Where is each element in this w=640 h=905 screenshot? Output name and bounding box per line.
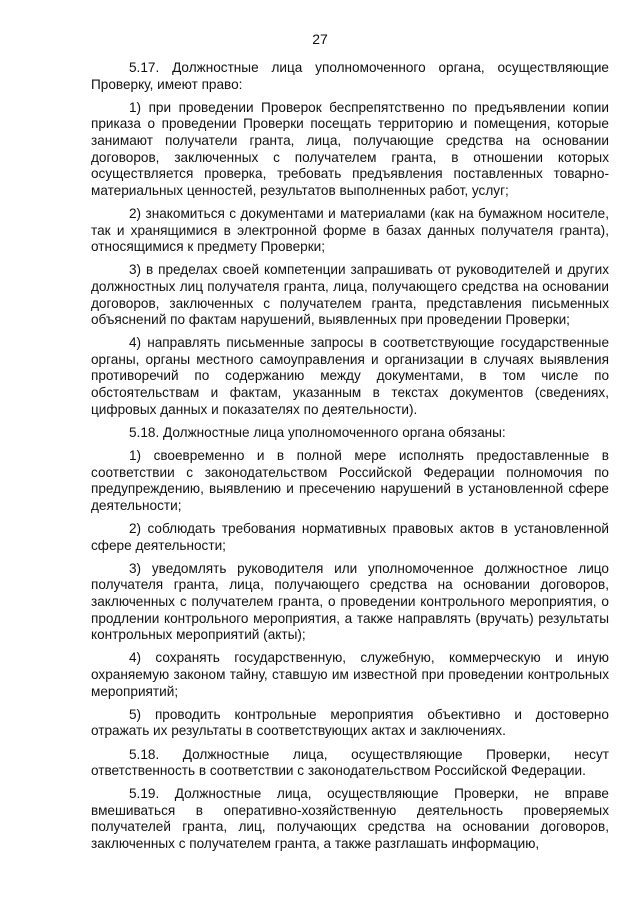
paragraph-5-17-item-2: 2) знакомиться с документами и материалами (как на бумажном носителе, так и хранящимися в электронной форме в базах данных получателя гранта), относящимися к предмету Проверки; bbox=[91, 205, 609, 255]
page-number: 27 bbox=[312, 31, 328, 47]
paragraph-5-18-item-1: 1) своевременно и в полной мере исполнять предоставленные в соответствии с законодательством Российской Федерации полномочия по предупреждению, выявлению и пресечению нарушений в установленной сфере деятельности; bbox=[91, 448, 609, 513]
paragraph-5-18-item-5: 5) проводить контрольные мероприятия объективно и достоверно отражать их результаты в соответствующих актах и заключениях. bbox=[91, 706, 609, 739]
paragraph-5-17-item-1: 1) при проведении Проверок беспрепятственно по предъявлении копии приказа о проведении Проверки посещать территорию и помещения, которые занимают получатели гранта, лица, получающие средства на основании договоров, заключенных с получателем гранта, в отношении которых осуществляется проверка, требовать предъявления поставленных товарно-материальных ценностей, результатов выполненных работ, услуг; bbox=[91, 99, 609, 198]
paragraph-5-18-item-3: 3) уведомлять руководителя или уполномоченное должностное лицо получателя гранта, лица, получающего средства на основании договоров, заключенных с получателем гранта, о проведении контрольного мероприятия, о продлении контрольного мероприятия, а также направлять (вручать) результаты контрольных мероприятий (акты); bbox=[91, 560, 609, 643]
paragraph-5-17-item-4: 4) направлять письменные запросы в соответствующие государственные органы, органы местного самоуправления и организации в случаях выявления противоречий по содержанию между документами, в том числе по обстоятельствам и фактам, указанным в текстах документов (сведениях, цифровых данных и показателях по деятельности). bbox=[91, 335, 609, 417]
paragraph-5-18: 5.18. Должностные лица уполномоченного органа обязаны: bbox=[129, 424, 506, 440]
paragraph-5-17-item-3: 3) в пределах своей компетенции запрашивать от руководителей и других должностных лиц получателя гранта, лица, получающего средства на основании договоров, заключенных с получателем гранта, представления письменных объяснений по фактам нарушений, выявленных при проведении Проверки; bbox=[91, 262, 609, 328]
paragraph-5-19: 5.19. Должностные лица, осуществляющие Проверки, не вправе вмешиваться в оперативно-хозяйственную деятельность проверяемых получателей гранта, лиц, получающих средства на основании договоров, заключенных с получателем гранта, а также разглашать информацию, bbox=[91, 786, 609, 852]
paragraph-5-18-item-2: 2) соблюдать требования нормативных правовых актов в установленной сфере деятельности; bbox=[91, 521, 609, 553]
paragraph-5-18-responsibility: 5.18. Должностные лица, осуществляющие Проверки, несут ответственность в соответствии с законодательством Российской Федерации. bbox=[91, 746, 609, 779]
document-body bbox=[91, 60, 609, 859]
paragraph-5-17: 5.17. Должностные лица уполномоченного органа, осуществляющие Проверку, имеют право: bbox=[91, 60, 609, 92]
paragraph-5-18-item-4: 4) сохранять государственную, служебную, коммерческую и иную охраняемую законом тайну, ставшую им известной при проведении контрольных мероприятий; bbox=[91, 650, 609, 699]
